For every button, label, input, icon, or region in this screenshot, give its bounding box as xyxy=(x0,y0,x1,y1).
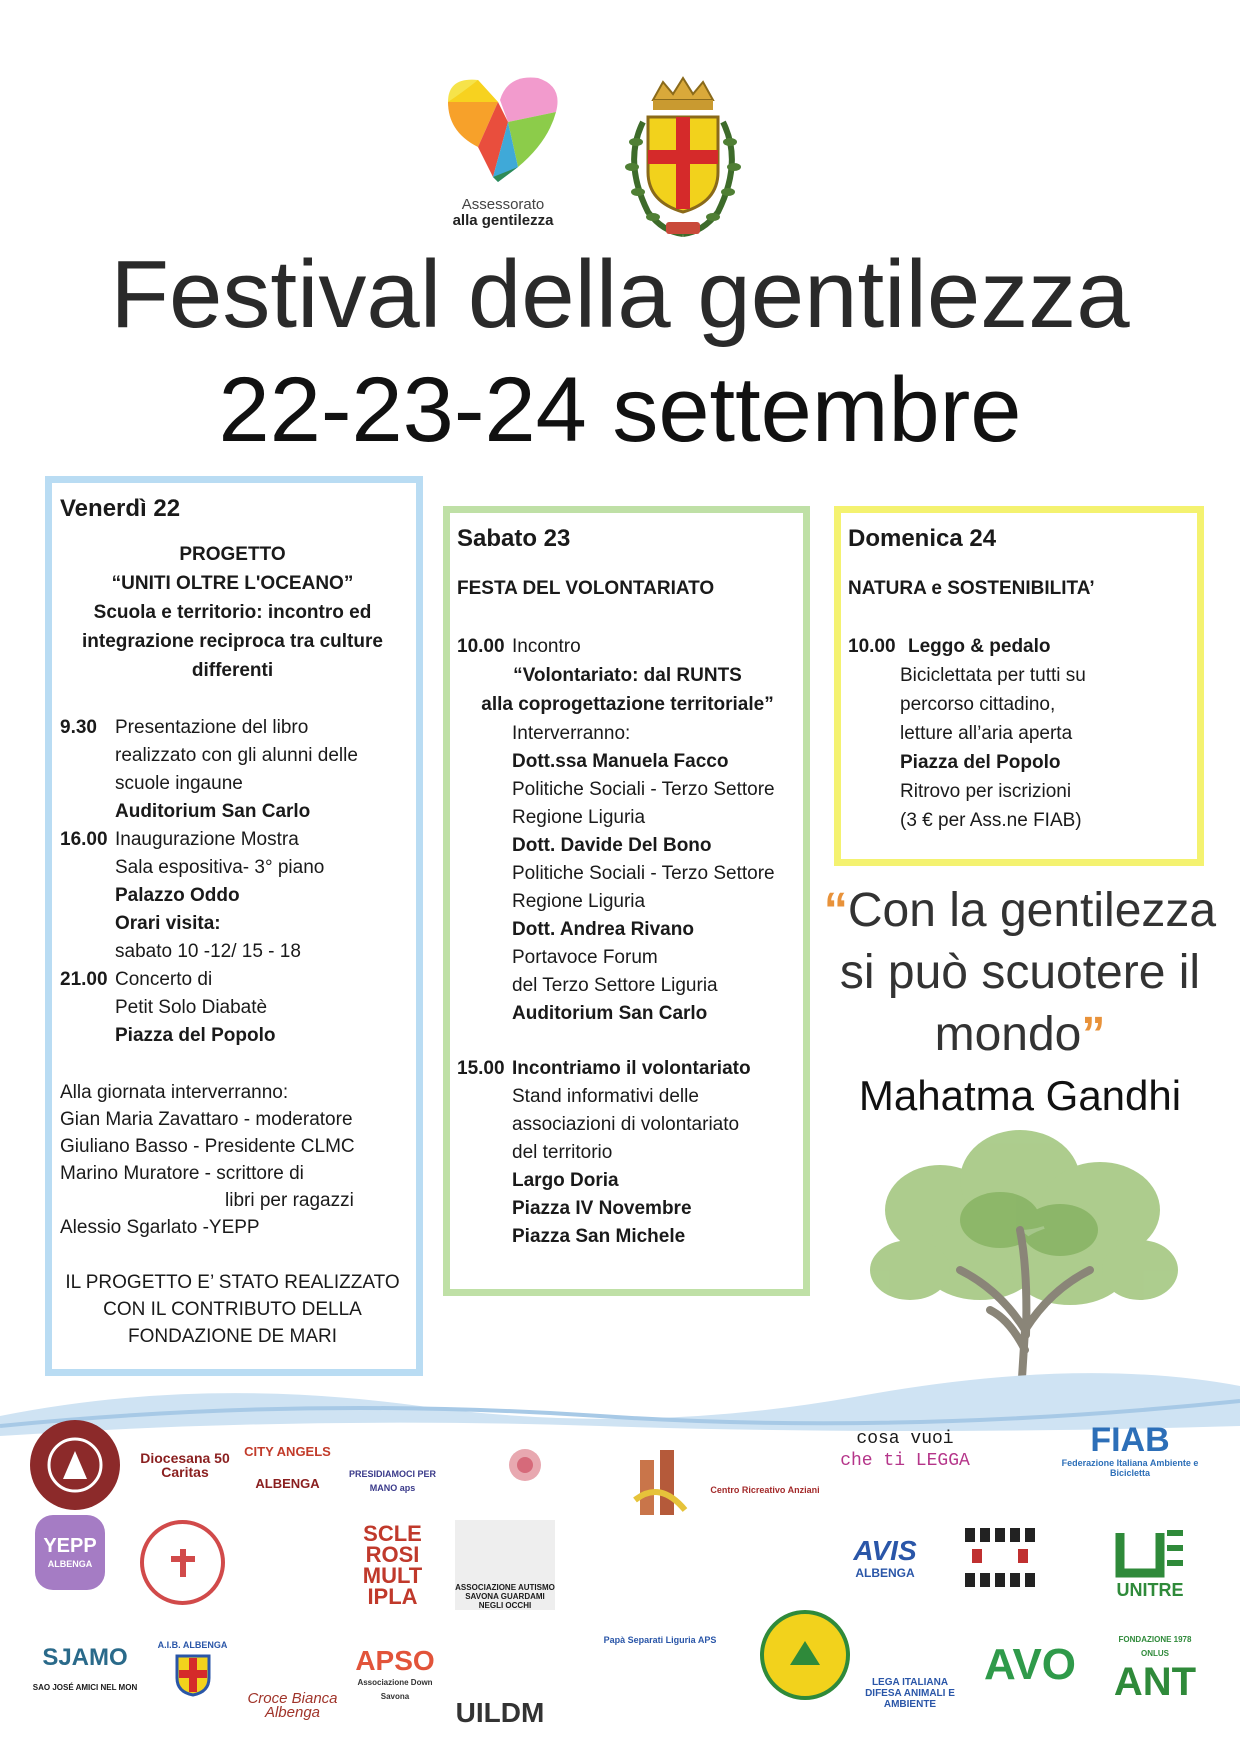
saturday-speaker-role: del Terzo Settore Liguria xyxy=(512,975,718,996)
quote-open-mark: “ xyxy=(823,884,848,937)
yepp-logo xyxy=(35,1515,105,1590)
sunday-event1-place: Piazza del Popolo xyxy=(900,752,1061,773)
saturday-speaker-role: Politiche Sociali - Terzo Settore xyxy=(512,779,775,800)
friday-speaker: Marino Muratore - scrittore di xyxy=(60,1163,304,1184)
friday-speakers-intro: Alla giornata interverranno: xyxy=(60,1082,289,1103)
friday-speaker: Giuliano Basso - Presidente CLMC xyxy=(60,1136,355,1157)
friday-event1-place: Auditorium San Carlo xyxy=(115,801,311,822)
heart-caption-gentilezza: alla gentilezza xyxy=(452,212,554,229)
friday-event1-time: 9.30 xyxy=(60,717,97,738)
sunday-event1-title: Leggo & pedalo xyxy=(908,636,1051,657)
saturday-event1-place: Auditorium San Carlo xyxy=(512,1003,708,1024)
cosa-vuoi-line: che ti LEGGA xyxy=(840,1451,970,1471)
friday-event2-time: 16.00 xyxy=(60,829,108,850)
friday-event2-line: Inaugurazione Mostra xyxy=(115,829,299,850)
friday-event2-place: Palazzo Oddo xyxy=(115,885,240,906)
sunday-event1-line: letture all’aria aperta xyxy=(900,723,1073,744)
saturday-event2-line: del territorio xyxy=(512,1142,613,1163)
yepp-name: YEPP xyxy=(43,1534,97,1557)
saturday-speaker-name: Dott. Andrea Rivano xyxy=(512,919,694,940)
saturday-event1-time: 10.00 xyxy=(457,636,505,657)
presidiamoci-logo: PRESIDIAMOCI PER MANO aps xyxy=(348,1469,436,1493)
centro-ricreativo-logo: Centro Ricreativo Anziani xyxy=(710,1485,820,1495)
ant-logo xyxy=(1105,1620,1205,1715)
unitre-name: UNITRE xyxy=(1116,1580,1184,1600)
friday-event2-hours: sabato 10 -12/ 15 - 18 xyxy=(115,941,301,962)
lida-logo: LEGA ITALIANA DIFESA ANIMALI E AMBIENTE xyxy=(865,1677,955,1710)
friday-event1-line: realizzato con gli alunni delle xyxy=(115,745,358,766)
city-angels-logo xyxy=(240,1425,335,1510)
apso-name: APSO xyxy=(355,1645,435,1676)
sunday-event1-note: Ritrovo per iscrizioni xyxy=(900,781,1072,802)
fiab-sub: Federazione Italiana Ambiente e Bicicletta xyxy=(1061,1458,1199,1478)
sunday-heading: Domenica 24 xyxy=(848,525,997,552)
avis-logo xyxy=(835,1515,935,1600)
saturday-event2-place: Piazza IV Novembre xyxy=(512,1198,692,1219)
friday-project-line: Scuola e territorio: incontro ed xyxy=(93,602,372,623)
friday-project-line: differenti xyxy=(191,660,274,681)
unitre-logo xyxy=(1100,1515,1200,1610)
heart-caption-assessorato: Assessorato xyxy=(461,196,545,213)
cosa-vuoi-line: cosa vuoi xyxy=(856,1429,954,1449)
friday-event3-time: 21.00 xyxy=(60,969,108,990)
uildm-logo: UILDM xyxy=(455,1697,545,1728)
ant-name: ANT xyxy=(1113,1659,1197,1704)
sunday-theme: NATURA e SOSTENIBILITA’ xyxy=(848,578,1095,599)
city-towers-logo xyxy=(620,1440,700,1520)
friday-event1-line: Presentazione del libro xyxy=(115,717,309,738)
fiab-name: FIAB xyxy=(1090,1421,1170,1459)
apso-sub: Associazione Down Savona xyxy=(357,1678,433,1701)
gandhi-quote xyxy=(820,880,1220,1066)
cosa-vuoi-logo xyxy=(835,1420,975,1480)
saturday-event2-place: Piazza San Michele xyxy=(512,1226,686,1247)
friday-footer-line: IL PROGETTO E’ STATO REALIZZATO xyxy=(65,1272,400,1293)
friday-event2-hours-label: Orari visita: xyxy=(115,913,221,934)
saturday-speaker-role: Regione Liguria xyxy=(512,807,646,828)
quote-close-mark: ” xyxy=(1081,1008,1106,1061)
yepp-sub: ALBENGA xyxy=(47,1558,93,1569)
saturday-event2-time: 15.00 xyxy=(457,1058,505,1079)
sunday-event1-time: 10.00 xyxy=(848,636,896,657)
sunday-event1-note: (3 € per Ass.ne FIAB) xyxy=(900,810,1082,831)
friday-event1-line: scuole ingaune xyxy=(115,773,243,794)
saturday-speaker-role: Politiche Sociali - Terzo Settore xyxy=(512,863,775,884)
saturday-speaker-name: Dott.ssa Manuela Facco xyxy=(512,751,729,772)
saturday-event1-title: alla coprogettazione territoriale” xyxy=(481,694,774,715)
friday-event3-place: Piazza del Popolo xyxy=(115,1025,276,1046)
saturday-event2-line: Stand informativi delle xyxy=(512,1086,699,1107)
ant-sub: FONDAZIONE 1978 ONLUS xyxy=(1118,1634,1192,1658)
autismo-savona-logo: ASSOCIAZIONE AUTISMO SAVONA GUARDAMI NEGLI OCCHI xyxy=(455,1520,555,1610)
saturday-event1-title: “Volontariato: dal RUNTS xyxy=(513,665,742,686)
friday-project-line: “UNITI OLTRE L'OCEANO” xyxy=(111,573,354,594)
festival-title: Festival della gentilezza xyxy=(110,241,1130,348)
flower-virus-logo xyxy=(490,1435,560,1495)
friday-footer-line: CON IL CONTRIBUTO DELLA xyxy=(103,1299,362,1320)
papa-separati-logo: Papà Separati Liguria APS xyxy=(603,1635,717,1645)
aib-logo xyxy=(150,1620,235,1715)
saturday-heading: Sabato 23 xyxy=(457,525,571,552)
avis-sub: ALBENGA xyxy=(855,1565,915,1580)
saturday-event2-title: Incontriamo il volontariato xyxy=(512,1058,751,1079)
friday-speaker: Gian Maria Zavattaro - moderatore xyxy=(60,1109,353,1130)
guardie-ambientali-logo xyxy=(760,1610,850,1700)
city-angels-name: CITY ANGELS xyxy=(244,1443,331,1459)
fiab-logo xyxy=(1050,1420,1210,1480)
city-angels-sub: ALBENGA xyxy=(255,1475,320,1491)
quote-line: mondo xyxy=(934,1008,1082,1061)
festival-dates: 22-23-24 settembre xyxy=(218,359,1022,461)
friday-heading: Venerdì 22 xyxy=(60,495,181,522)
quote-line: si può scuotere il xyxy=(839,946,1201,999)
friday-speaker: Alessio Sgarlato -YEPP xyxy=(60,1217,260,1238)
croce-bianca-logo: Croce Bianca Albenga xyxy=(247,1690,338,1721)
avo-logo: AVO xyxy=(983,1640,1077,1689)
sjamo-name: SJAMO xyxy=(42,1644,128,1671)
sclerosi-multipla-logo: SCLE ROSI MULT IPLA xyxy=(362,1521,423,1609)
saturday-event1-intro: Interverranno: xyxy=(512,723,631,744)
friday-event2-line: Sala espositiva- 3° piano xyxy=(115,857,325,878)
saturday-speaker-name: Dott. Davide Del Bono xyxy=(512,835,712,856)
saturday-event1-label: Incontro xyxy=(512,636,581,657)
apso-logo xyxy=(345,1640,445,1710)
albenga-coat-of-arms xyxy=(618,72,748,242)
saturday-speaker-role: Portavoce Forum xyxy=(512,947,658,968)
centro-ascolto-logo xyxy=(140,1520,225,1605)
friday-speaker: libri per ragazzi xyxy=(225,1190,354,1211)
sunday-event1-line: percorso cittadino, xyxy=(900,694,1056,715)
friday-event3-line: Concerto di xyxy=(115,969,213,990)
saturday-event2-place: Largo Doria xyxy=(512,1170,619,1191)
saturday-theme: FESTA DEL VOLONTARIATO xyxy=(457,578,715,599)
sponsor-logos xyxy=(20,1420,1220,1740)
sunday-event1-line: Biciclettata per tutti su xyxy=(900,665,1086,686)
saturday-speaker-role: Regione Liguria xyxy=(512,891,646,912)
friday-project-line: integrazione reciproca tra culture xyxy=(82,631,383,652)
friday-project-line: PROGETTO xyxy=(179,544,286,565)
sjamo-sub: SAO JOSÉ AMICI NEL MON xyxy=(32,1683,138,1692)
nativity-logo xyxy=(30,1420,120,1510)
avis-name: AVIS xyxy=(853,1534,917,1566)
aib-name: A.I.B. ALBENGA xyxy=(157,1640,228,1650)
friday-footer-line: FONDAZIONE DE MARI xyxy=(127,1326,337,1347)
sjamo-logo xyxy=(30,1620,140,1720)
friday-event3-line: Petit Solo Diabatè xyxy=(115,997,268,1018)
casa-culturale-logo xyxy=(955,1515,1055,1600)
quote-line: Con la gentilezza xyxy=(847,884,1217,937)
saturday-event2-line: associazioni di volontariato xyxy=(512,1114,740,1135)
caritas-logo: Diocesana 50 Caritas xyxy=(140,1450,230,1480)
quote-author: Mahatma Gandhi xyxy=(858,1072,1182,1119)
